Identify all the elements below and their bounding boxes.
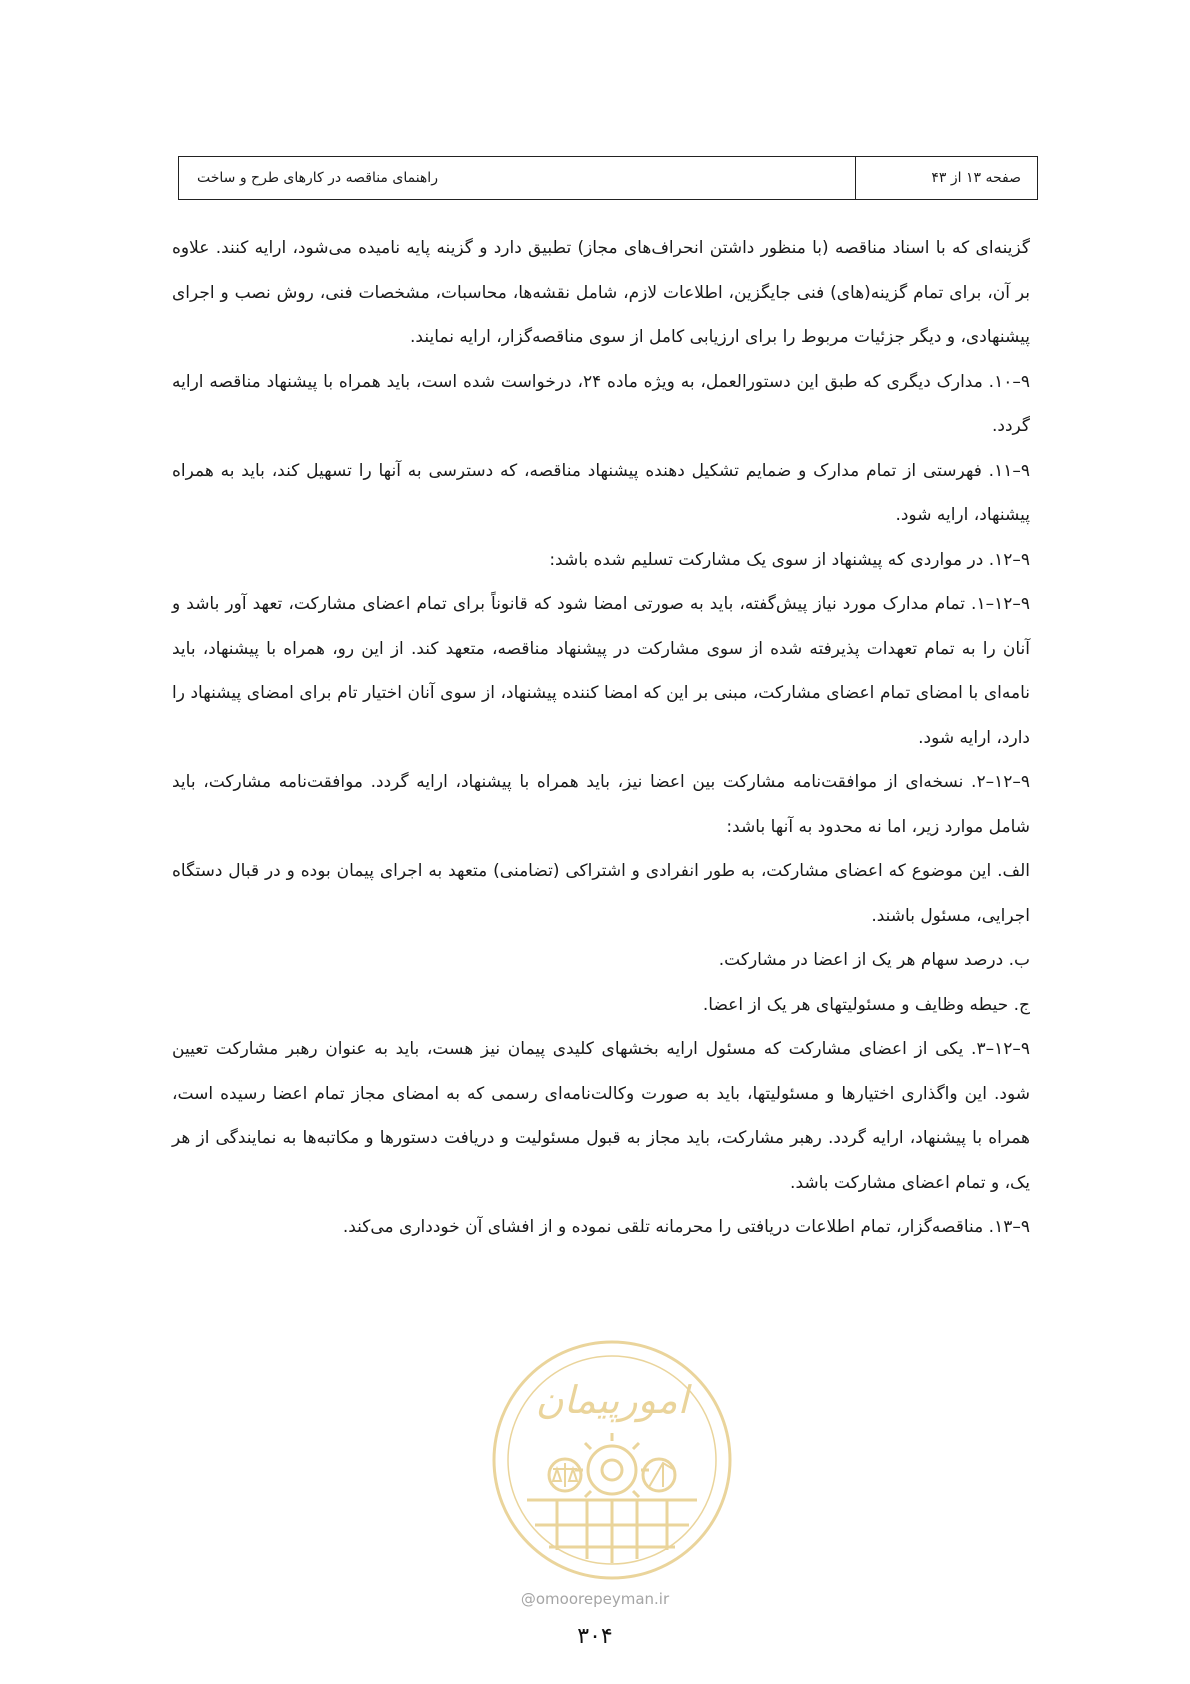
list-item-alef: الف. این موضوع که اعضای مشارکت، به طور انفرادی و اشتراکی (تضامنی) متعهد به اجرای پیمان بوده و در قبال دستگاه اجرایی، مسئول باشند.	[172, 861, 1030, 926]
list-item-be: ب. درصد سهام هر یک از اعضا در مشارکت.	[718, 950, 1030, 970]
paragraph-9-13: ۹–۱۳. مناقصه‌گزار، تمام اطلاعات دریافتی را محرمانه تلقی نموده و از افشای آن خودداری می‌کند.	[342, 1217, 1030, 1237]
header-page-label: صفحه ۱۳ از ۴۳	[855, 157, 1037, 199]
paragraph-9-12-3: ۹–۱۲–۳. یکی از اعضای مشارکت که مسئول ارایه بخشهای کلیدی پیمان نیز هست، باید به عنوان رهبر مشارکت تعیین شود. این واگذاری اختیارها و مسئولیتها، باید به صورت وکالت‌نامه‌ای رسمی که به امضای مجاز تمام اعضا رسیده است، همراه با پیشنهاد، ارایه گردد. رهبر مشارکت، باید مجاز به قبول مسئولیت و دریافت دستورها و مکاتبه‌ها به نمایندگی از هر یک، و تمام اعضای مشارکت باشد.	[172, 1039, 1030, 1193]
paragraph-continuation: گزینه‌ای که با اسناد مناقصه (با منظور داشتن انحراف‌های مجاز) تطبیق دارد و گزینه پایه نامیده می‌شود، ارایه کنند. علاوه بر آن، برای تمام گزینه(های) فنی جایگزین، اطلاعات لازم، شامل نقشه‌ها، محاسبات، مشخصات فنی، روش نصب و اجرای پیشنهادی، و دیگر جزئیات مربوط را برای ارزیابی کامل از سوی مناقصه‌گزار، ارایه نمایند.	[172, 238, 1030, 347]
watermark-logo-text: امورپیمان	[535, 1378, 689, 1422]
body-text	[172, 226, 1030, 1250]
paragraph-9-12-2: ۹–۱۲–۲. نسخه‌ای از موافقت‌نامه مشارکت بین اعضا نیز، باید همراه با پیشنهاد، ارایه گردد. موافقت‌نامه مشارکت، باید شامل موارد زیر، اما نه محدود به آنها باشد:	[172, 772, 1030, 837]
paragraph-9-12: ۹–۱۲. در مواردی که پیشنهاد از سوی یک مشارکت تسلیم شده باشد:	[549, 549, 1030, 570]
watermark-logo-icon	[487, 1335, 737, 1585]
paragraph-9-10: ۹–۱۰. مدارک دیگری که طبق این دستورالعمل، به ویژه ماده ۲۴، درخواست شده است، باید همراه با پیشنهاد مناقصه ارایه گردد.	[172, 371, 1030, 436]
header-document-title: راهنمای مناقصه در کارهای طرح و ساخت	[197, 170, 438, 186]
page-number: ۳۰۴	[577, 1624, 613, 1649]
paragraph-9-12-1: ۹–۱۲–۱. تمام مدارک مورد نیاز پیش‌گفته، باید به صورتی امضا شود که قانوناً برای تمام اعضای مشارکت، تعهد آور باشد و آنان را به تمام تعهدات پذیرفته شده از سوی مشارکت در پیشنهاد مناقصه، متعهد کند. از این رو، همراه با پیشنهاد، باید نامه‌ای با امضای تمام اعضای مشارکت، مبنی بر این که امضا کننده پیشنهاد، از سوی آنان اختیار تام برای امضای پیشنهاد را دارد، ارایه شود.	[172, 594, 1030, 748]
paragraph-9-11: ۹–۱۱. فهرستی از تمام مدارک و ضمایم تشکیل دهنده پیشنهاد مناقصه، که دسترسی به آنها را تسهیل کند، باید به همراه پیشنهاد، ارایه شود.	[172, 460, 1030, 525]
watermark-url: @omoorepeyman.ir	[520, 1590, 670, 1608]
list-item-jim: ج. حیطه وظایف و مسئولیتهای هر یک از اعضا.	[702, 994, 1030, 1015]
page-header	[178, 156, 1038, 200]
